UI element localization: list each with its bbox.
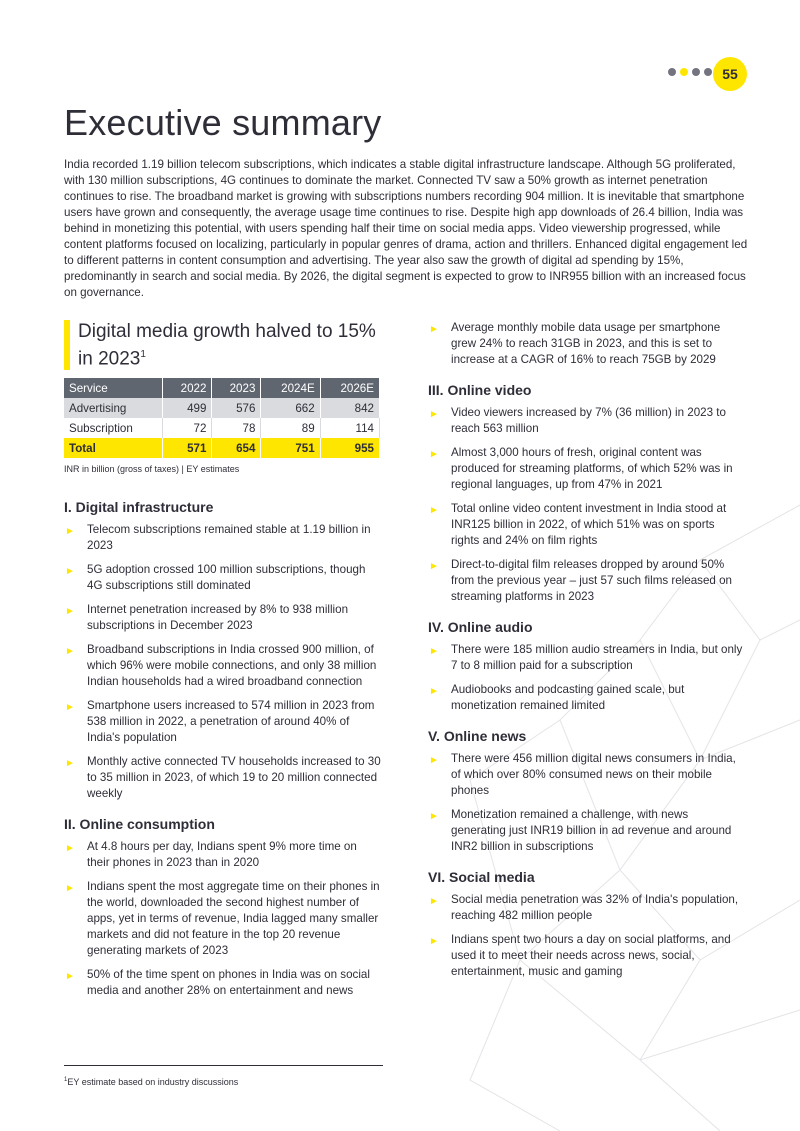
table-cell: 662 [261,398,320,418]
list-item: ► Direct-to-digital film releases dropped by around 50% from the previous year – just 57 such films released on streaming platforms in 2023 [429,558,732,603]
dot [668,68,676,76]
header-cell: 2026E [320,378,379,398]
list-item: ► There were 185 million audio streamers in India, but only 7 to 8 million paid for a subscription [429,643,743,672]
bullet-arrow-icon: ► [429,324,439,335]
list-item: ► 5G adoption crossed 100 million subscriptions, though 4G subscriptions still dominated [65,563,366,593]
list-item: ► Indians spent the most aggregate time on their phones in the world, downloaded the second highest number of apps, yet in terms of revenue, India lagged many smaller markets and did not feature in the top 20 revenue generating markets of 2023 [65,880,380,958]
right-column [428,320,746,988]
bullet-arrow-icon: ► [65,883,75,895]
bullet-arrow-icon: ► [429,561,439,572]
table-header-row [64,378,380,398]
table-cell: 654 [212,438,261,458]
table-cell: Subscription [64,418,163,438]
bullet-arrow-icon: ► [65,646,75,658]
list-item: ► Internet penetration increased by 8% to 938 million subscriptions in December 2023 [65,603,349,633]
dot [692,68,700,76]
list-item: ► Indians spent two hours a day on social platforms, and used it to meet their needs across news, social, entertainment, music and gaming [429,933,731,978]
table-cell: 955 [320,438,379,458]
bullet-arrow-icon: ► [429,755,439,766]
list-item: ► There were 456 million digital news consumers in India, of which over 80% consumed news on their mobile phones [429,752,736,797]
footnote-divider [64,1065,383,1066]
list-item: ► Average monthly mobile data usage per smartphone grew 24% to reach 31GB in 2023, and this is set to increase at a CAGR of 16% to reach 75GB by 2029 [429,321,721,366]
bullet-arrow-icon: ► [65,566,75,578]
section-heading: IV. Online audio [428,619,533,635]
table-cell: 499 [163,398,212,418]
bullet-arrow-icon: ► [429,505,439,516]
table-cell: Advertising [64,398,163,418]
revenue-table [64,378,380,458]
bullet-list [428,892,746,980]
bullet-arrow-icon: ► [65,606,75,618]
list-item: ► Telecom subscriptions remained stable at 1.19 billion in 2023 [65,523,371,553]
list-item: ► Monetization remained a challenge, with news generating just INR19 billion in ad revenue and around INR2 billion in subscriptions [429,808,732,853]
list-item: ► Monthly active connected TV households increased to 30 to 35 million in 2023, of which 19 to 20 million connected weekly [65,755,381,801]
table-cell: 78 [212,418,261,438]
header-cell: 2024E [261,378,320,398]
bullet-arrow-icon: ► [429,936,439,947]
section-heading: II. Online consumption [64,816,215,833]
bullet-arrow-icon: ► [65,843,75,855]
footnote-ref: 1 [140,349,146,360]
growth-box-title: Digital media growth halved to 15% in 2023$^1$ [64,320,382,370]
dot-active [680,68,688,76]
dot [704,68,712,76]
bullet-arrow-icon: ► [65,526,75,538]
table-cell: 842 [320,398,379,418]
page-indicator-dots [668,68,712,76]
list-item: ► Social media penetration was 32% of India's population, reaching 482 million people [429,893,739,922]
section-heading: VI. Social media [428,869,535,885]
section-heading: V. Online news [428,728,527,744]
footnote: $^1$EY estimate based on industry discussions [64,1077,239,1087]
page-title: Executive summary [64,102,382,143]
table-cell: 89 [261,418,320,438]
header-cell: Service [64,378,163,398]
intro-paragraph: India recorded 1.19 billion telecom subscriptions, which indicates a stable digital infrastructure landscape. Although 5G proliferated, with 130 million subscriptions, 4G continues to dominate the market. Connected TV saw a 50% growth as internet penetration continues to rise. The broadband market is growing with subscriptions numbers recording 904 million. It is inevitable that smartphone users have grown and consequently, the average usage time continues to rise. Despite high app downloads of 26.4 billion, India was behind in monetizing this potential, with users spending half their time on social media apps. Video viewership progressed, while content platforms focused on localizing, particularly in popular genres of drama, action and thrillers. Enhanced digital engagement led to different patterns in content consumption and advertising. The year also saw the growth of digital ad spending by 15%, predominantly in search and social media. By 2026, the digital segment is expected to grow to INR955 billion with an increased focus on governance. [64,158,748,299]
bullet-arrow-icon: ► [429,896,439,907]
table-row [64,398,380,418]
list-item: ► Audiobooks and podcasting gained scale, but monetization remained limited [429,683,685,712]
bullet-arrow-icon: ► [429,811,439,822]
bullet-list [428,751,746,855]
list-item: ► 50% of the time spent on phones in India was on social media and another 28% on entertainment and news [65,968,370,998]
bullet-arrow-icon: ► [65,758,75,770]
list-item: ► At 4.8 hours per day, Indians spent 9% more time on their phones in 2023 than in 2020 [65,840,357,870]
table-cell: 114 [320,418,379,438]
section-heading: I. Digital infrastructure [64,499,214,516]
table-note: INR in billion (gross of taxes) | EY estimates [64,464,240,475]
list-item: ► Smartphone users increased to 574 million in 2023 from 538 million in 2022, a penetration of around 40% of India's population [65,699,375,745]
bullet-arrow-icon: ► [429,646,439,657]
table-cell: 72 [163,418,212,438]
bullet-arrow-icon: ► [429,686,439,697]
bullet-arrow-icon: ► [65,702,75,714]
page-number-badge: 55 [713,57,747,91]
table-cell: 751 [261,438,320,458]
bullet-list [428,405,746,605]
footnote-number: 1 [64,1077,68,1083]
table-cell: 576 [212,398,261,418]
table-total-row [64,438,380,458]
bullet-list [428,320,746,368]
table-row [64,418,380,438]
table-cell: Total [64,438,163,458]
section-heading: III. Online video [428,382,532,398]
bullet-list [64,522,382,802]
bullet-list [64,839,382,999]
list-item: ► Video viewers increased by 7% (36 million) in 2023 to reach 563 million [429,406,726,435]
bullet-arrow-icon: ► [429,409,439,420]
bullet-list [428,642,746,714]
bullet-arrow-icon: ► [65,971,75,983]
list-item: ► Broadband subscriptions in India crossed 900 million, of which 96% were mobile connections, and only 38 million Indian households had a wired broadband connection [65,643,377,689]
header-cell: 2022 [163,378,212,398]
header-cell: 2023 [212,378,261,398]
list-item: ► Total online video content investment in India stood at INR125 billion in 2022, of which 51% was on sports rights and 24% on film rights [429,502,727,547]
table-cell: 571 [163,438,212,458]
left-column [64,320,382,1007]
list-item: ► Almost 3,000 hours of fresh, original content was produced for streaming platforms, of which 52% was in regional languages, up from 47% in 2021 [429,446,733,491]
bullet-arrow-icon: ► [429,449,439,460]
